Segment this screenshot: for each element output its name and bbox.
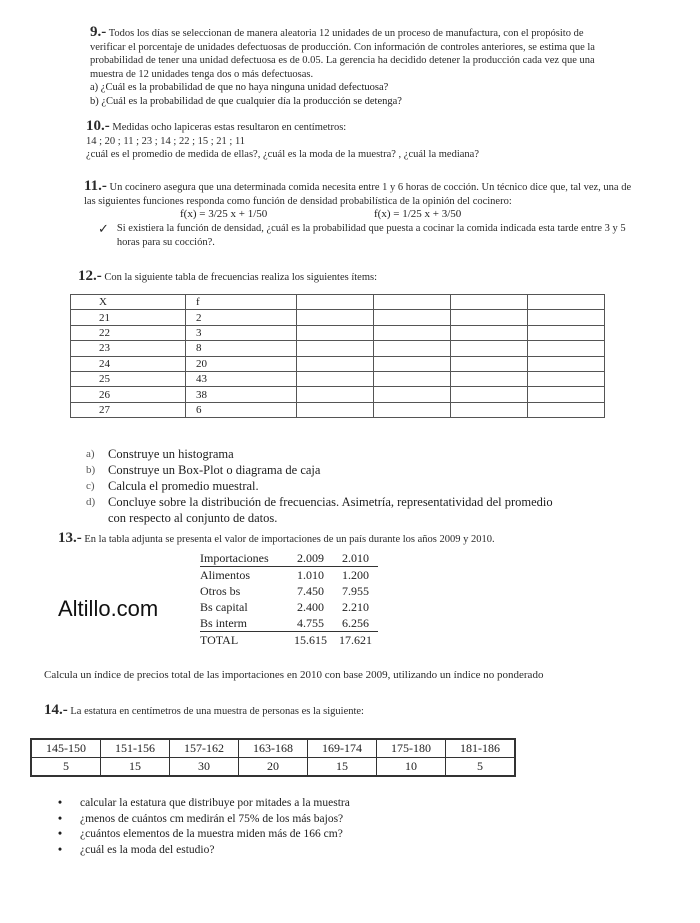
height-count-cell: 30 (170, 758, 239, 777)
frequency-empty-cell (528, 325, 605, 340)
height-count-cell: 15 (101, 758, 170, 777)
question-10 (86, 120, 606, 162)
item-label: d) (86, 496, 96, 508)
frequency-table-row (71, 310, 605, 325)
height-counts-row (31, 758, 515, 777)
imports-header-cell: 2.009 (288, 550, 333, 567)
question-11-item-text: Si existiera la función de densidad, ¿cuál es la probabilidad que puesta a cocinar la comida indicada esta tarde entre 3 y 5 horas para su cocción?. (116, 223, 626, 248)
frequency-empty-cell (451, 295, 528, 310)
frequency-f-cell: 6 (186, 402, 297, 417)
imports-total-row (200, 632, 378, 649)
frequency-empty-cell (297, 310, 374, 325)
height-range-cell: 145-150 (31, 739, 101, 758)
frequency-x-cell: 27 (71, 402, 186, 417)
frequency-empty-cell (374, 310, 451, 325)
frequency-empty-cell (374, 295, 451, 310)
item-label: b) (86, 464, 96, 476)
frequency-empty-cell (528, 295, 605, 310)
question-12 (78, 270, 638, 285)
frequency-f-cell: 2 (186, 310, 297, 325)
question-13 (58, 532, 658, 547)
frequency-table-header-row (71, 295, 605, 310)
frequency-empty-cell (528, 341, 605, 356)
frequency-empty-cell (374, 387, 451, 402)
frequency-x-cell: 24 (71, 356, 186, 371)
frequency-empty-cell (528, 310, 605, 325)
question-12-item (86, 510, 666, 526)
frequency-empty-cell (528, 356, 605, 371)
question-9-part-a: a) ¿Cuál es la probabilidad de que no haya ninguna unidad defectuosa? (90, 82, 389, 94)
bullet-icon: • (58, 843, 63, 856)
height-ranges-row (31, 739, 515, 758)
frequency-x-cell: 23 (71, 341, 186, 356)
frequency-empty-cell (451, 341, 528, 356)
imports-cell: Alimentos (200, 568, 250, 582)
frequency-empty-cell (297, 371, 374, 386)
frequency-f-cell: 38 (186, 387, 297, 402)
frequency-f-cell: 3 (186, 325, 297, 340)
frequency-header-f: f (186, 295, 297, 310)
imports-row (200, 583, 378, 599)
frequency-header-x: X (71, 295, 186, 310)
height-range-cell: 163-168 (239, 739, 308, 758)
imports-cell: 2.210 (342, 600, 369, 614)
question-14-bullet (58, 843, 618, 859)
imports-row (200, 567, 378, 584)
frequency-table (70, 294, 605, 418)
bullet-icon: • (58, 797, 63, 809)
imports-cell: 6.256 (342, 616, 369, 630)
frequency-empty-cell (297, 356, 374, 371)
question-9-number: 9.- (90, 24, 107, 40)
frequency-f-cell: 8 (186, 341, 297, 356)
height-range-cell: 151-156 (101, 739, 170, 758)
question-10-text: Medidas ocho lapiceras estas resultaron en centímetros: (112, 122, 347, 133)
question-10-number: 10.- (86, 118, 110, 134)
question-12-item (86, 494, 666, 510)
frequency-empty-cell (451, 325, 528, 340)
imports-header-row (200, 550, 378, 567)
bullet-text: ¿cuántos elementos de la muestra miden más de 166 cm? (80, 828, 343, 840)
item-text: Concluye sobre la distribución de frecuencias. Asimetría, representatividad del promedio (108, 495, 553, 509)
frequency-table-row (71, 402, 605, 417)
height-count-cell: 10 (377, 758, 446, 777)
imports-cell: 7.955 (342, 584, 369, 598)
frequency-empty-cell (374, 402, 451, 417)
question-9 (90, 26, 620, 109)
question-11 (84, 180, 634, 249)
frequency-table-row (71, 325, 605, 340)
imports-total-cell: 15.615 (288, 632, 333, 649)
frequency-table-row (71, 371, 605, 386)
imports-cell: 4.755 (297, 616, 324, 630)
frequency-empty-cell (297, 402, 374, 417)
frequency-empty-cell (297, 325, 374, 340)
question-14-bullets (58, 796, 618, 858)
height-count-cell: 20 (239, 758, 308, 777)
bullet-text: ¿menos de cuántos cm medirán el 75% de los más bajos? (80, 812, 344, 825)
imports-cell: Bs interm (200, 616, 247, 630)
bullet-text: ¿cuál es la moda del estudio? (80, 843, 215, 856)
question-11-text: Un cocinero asegura que una determinada comida necesita entre 1 y 6 horas de cocción. Un técnico dice que, tal vez, una de las siguientes funciones responda como función de densidad probabilística de la opinión del cocinero: (84, 182, 632, 207)
question-11-item (84, 222, 634, 249)
imports-total-cell: TOTAL (200, 632, 288, 649)
frequency-table-row (71, 387, 605, 402)
frequency-empty-cell (528, 387, 605, 402)
item-text: Calcula el promedio muestral. (108, 479, 259, 493)
question-12-item (86, 446, 666, 462)
imports-table-body (200, 550, 378, 648)
question-12-items (86, 446, 666, 526)
frequency-empty-cell (297, 295, 374, 310)
frequency-f-cell: 43 (186, 371, 297, 386)
frequency-empty-cell (297, 387, 374, 402)
density-function-1: f(x) = 3/25 x + 1/50 (180, 208, 268, 221)
question-13-instruction: Calcula un índice de precios total de las importaciones en 2010 con base 2009, utilizando un índice no ponderado (44, 669, 544, 681)
imports-cell: Otros bs (200, 584, 241, 598)
frequency-x-cell: 25 (71, 371, 186, 386)
checkmark-icon: ✓ (98, 221, 109, 237)
frequency-x-cell: 22 (71, 325, 186, 340)
frequency-empty-cell (528, 371, 605, 386)
imports-cell: 2.400 (297, 600, 324, 614)
height-count-cell: 15 (308, 758, 377, 777)
bullet-text: calcular la estatura que distribuye por mitades a la muestra (80, 797, 350, 809)
height-range-cell: 181-186 (446, 739, 516, 758)
height-range-cell: 169-174 (308, 739, 377, 758)
height-table-body (31, 739, 515, 776)
question-14-text: La estatura en centímetros de una muestra de personas es la siguiente: (70, 706, 364, 717)
item-label: a) (86, 448, 95, 460)
question-14-bullet (58, 812, 618, 828)
question-13-text: En la tabla adjunta se presenta el valor de importaciones de un país durante los años 2009 y 2010. (84, 534, 495, 545)
question-12-item (86, 462, 666, 478)
question-12-text: Con la siguiente tabla de frecuencias realiza los siguientes ítems: (104, 272, 377, 283)
height-range-cell: 175-180 (377, 739, 446, 758)
height-range-cell: 157-162 (170, 739, 239, 758)
height-table (30, 738, 516, 777)
question-9-text: Todos los días se seleccionan de manera aleatoria 12 unidades de un proceso de manufactura, con el propósito de verificar el porcentaje de unidades defectuosas de producción. Con información de controles anteriores, se estima que la probabilidad de tener una unidad defectuosa es de 0.05. La gerencia ha decidido detener la producción cada vez que una muestra de 12 unidades tenga dos o más defectuosas. (90, 28, 595, 80)
imports-cell: 1.010 (297, 568, 324, 582)
height-count-cell: 5 (31, 758, 101, 777)
frequency-f-cell: 20 (186, 356, 297, 371)
bullet-icon: • (58, 828, 63, 840)
imports-cell: 1.200 (342, 568, 369, 582)
watermark: Altillo.com (58, 596, 159, 621)
bullet-icon: • (58, 812, 63, 825)
frequency-table-row (71, 356, 605, 371)
imports-cell: 7.450 (297, 584, 324, 598)
question-14-bullet (58, 796, 618, 812)
frequency-empty-cell (374, 325, 451, 340)
frequency-empty-cell (297, 341, 374, 356)
frequency-empty-cell (528, 402, 605, 417)
frequency-empty-cell (451, 371, 528, 386)
frequency-table-row (71, 341, 605, 356)
frequency-empty-cell (374, 356, 451, 371)
frequency-empty-cell (374, 341, 451, 356)
imports-row (200, 615, 378, 632)
item-text: Construye un histograma (108, 447, 234, 461)
question-9-part-b: b) ¿Cuál es la probabilidad de que cualquier día la producción se detenga? (90, 95, 402, 107)
frequency-empty-cell (451, 402, 528, 417)
imports-table (200, 550, 378, 648)
question-14 (44, 704, 644, 719)
frequency-empty-cell (374, 371, 451, 386)
density-functions (84, 208, 634, 222)
density-function-2: f(x) = 1/25 x + 3/50 (374, 208, 462, 221)
question-12-item (86, 478, 666, 494)
question-14-number: 14.- (44, 702, 68, 718)
item-label: c) (86, 480, 95, 492)
question-11-number: 11.- (84, 178, 107, 194)
imports-header-cell: 2.010 (333, 550, 378, 567)
question-12-number: 12.- (78, 268, 102, 284)
frequency-empty-cell (451, 356, 528, 371)
imports-row (200, 599, 378, 615)
imports-header-cell: Importaciones (200, 550, 288, 567)
frequency-table-body (71, 295, 605, 418)
question-13-number: 13.- (58, 530, 82, 546)
imports-total-cell: 17.621 (333, 632, 378, 649)
frequency-empty-cell (451, 387, 528, 402)
frequency-x-cell: 26 (71, 387, 186, 402)
question-10-question: ¿cuál es el promedio de medida de ellas?, ¿cuál es la moda de la muestra? , ¿cuál la mediana? (86, 149, 479, 161)
item-text: con respecto al conjunto de datos. (108, 511, 278, 525)
item-label (86, 510, 108, 526)
height-count-cell: 5 (446, 758, 516, 777)
frequency-empty-cell (451, 310, 528, 325)
imports-cell: Bs capital (200, 600, 248, 614)
question-10-data: 14 ; 20 ; 11 ; 23 ; 14 ; 22 ; 15 ; 21 ; 11 (86, 135, 246, 147)
question-14-bullet (58, 827, 618, 843)
item-text: Construye un Box-Plot o diagrama de caja (108, 463, 321, 477)
frequency-x-cell: 21 (71, 310, 186, 325)
